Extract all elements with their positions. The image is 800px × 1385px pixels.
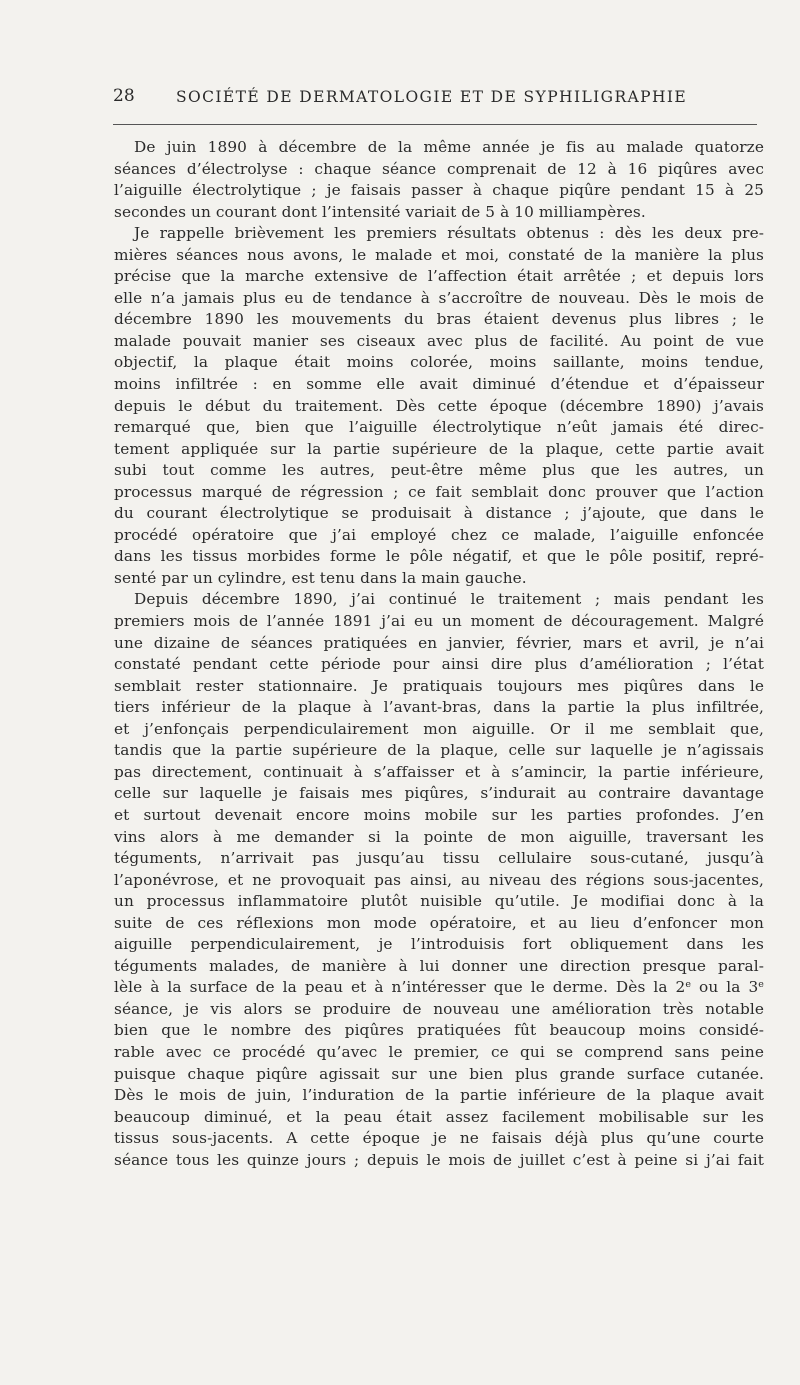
text-line: téguments, n’arrivait pas jusqu’au tissu cellulaire sous-cutané, jusqu’à — [114, 849, 764, 868]
text-line: semblait rester stationnaire. Je pratiquais toujours mes piqûres dans le — [114, 676, 764, 695]
text-line: moins infiltrée : en somme elle avait diminué d’étendue et d’épaisseur — [114, 375, 764, 394]
text-line: elle n’a jamais plus eu de tendance à s’accroître de nouveau. Dès le mois de — [114, 288, 764, 307]
text-line: précise que la marche extensive de l’affection était arrêtée ; et depuis lors — [114, 267, 764, 286]
paragraph — [114, 223, 764, 589]
text-line: du courant électrolytique se produisait à distance ; j’ajoute, que dans le — [114, 504, 764, 523]
page-header — [113, 86, 763, 110]
text-line: séance tous les quinze jours ; depuis le mois de juillet c’est à peine si j’ai fait — [114, 1150, 764, 1169]
text-line: l’aponévrose, et ne provoquait pas ainsi, au niveau des régions sous-jacentes, — [114, 870, 764, 889]
text-line: bien que le nombre des piqûres pratiquées fût beaucoup moins considé- — [114, 1021, 764, 1040]
text-line: senté par un cylindre, est tenu dans la main gauche. — [114, 568, 527, 587]
text-line: séances d’électrolyse : chaque séance comprenait de 12 à 16 piqûres avec — [114, 159, 764, 178]
text-line: tiers inférieur de la plaque à l’avant-bras, dans la partie la plus infiltrée, — [114, 698, 764, 717]
text-line: rable avec ce procédé qu’avec le premier, ce qui se comprend sans peine — [114, 1042, 764, 1061]
text-line: séance, je vis alors se produire de nouveau une amélioration très notable — [114, 999, 764, 1018]
paragraph — [114, 589, 764, 1171]
text-line: Dès le mois de juin, l’induration de la partie inférieure de la plaque avait — [114, 1086, 764, 1105]
text-line: malade pouvait manier ses ciseaux avec plus de facilité. Au point de vue — [114, 331, 764, 350]
text-line: pas directement, continuait à s’affaisser et à s’amincir, la partie inférieure, — [114, 762, 764, 781]
text-line: une dizaine de séances pratiquées en janvier, février, mars et avril, je n’ai — [114, 633, 764, 652]
paragraph — [114, 137, 764, 223]
text-line: dans les tissus morbides forme le pôle négatif, et que le pôle positif, repré- — [114, 547, 764, 566]
text-line: aiguille perpendiculairement, je l’introduisis fort obliquement dans les — [114, 935, 764, 954]
text-line: celle sur laquelle je faisais mes piqûres, s’indurait au contraire davantage — [114, 784, 764, 803]
text-line: téguments malades, de manière à lui donner une direction presque paral- — [114, 956, 764, 975]
text-line: objectif, la plaque était moins colorée, moins saillante, moins tendue, — [114, 353, 764, 372]
text-line: suite de ces réflexions mon mode opératoire, et au lieu d’enfoncer mon — [114, 913, 764, 932]
text-line: processus marqué de régression ; ce fait semblait donc prouver que l’action — [114, 482, 764, 501]
text-line: Depuis décembre 1890, j’ai continué le traitement ; mais pendant les — [134, 590, 764, 609]
text-line: tement appliquée sur la partie supérieure de la plaque, cette partie avait — [114, 439, 764, 458]
text-line: décembre 1890 les mouvements du bras étaient devenus plus libres ; le — [114, 310, 764, 329]
text-line: un processus inflammatoire plutôt nuisible qu’utile. Je modifiai donc à la — [114, 892, 764, 911]
text-line: constaté pendant cette période pour ainsi dire plus d’amélioration ; l’état — [114, 655, 764, 674]
text-line: tandis que la partie supérieure de la plaque, celle sur laquelle je n’agissais — [114, 741, 764, 760]
text-line: lèle à la surface de la peau et à n’intéresser que le derme. Dès la 2e ou la 3e — [114, 978, 764, 997]
text-line: depuis le début du traitement. Dès cette époque (décembre 1890) j’avais — [114, 396, 764, 415]
text-line: et surtout devenait encore moins mobile sur les parties profondes. J’en — [114, 805, 764, 824]
text-line: Je rappelle brièvement les premiers résultats obtenus : dès les deux pre- — [134, 224, 764, 243]
text-line: premiers mois de l’année 1891 j’ai eu un moment de découragement. Malgré — [114, 612, 764, 631]
text-line: puisque chaque piqûre agissait sur une bien plus grande surface cutanée. — [114, 1064, 764, 1083]
page-number: 28 — [113, 86, 135, 106]
text-line: vins alors à me demander si la pointe de mon aiguille, traversant les — [114, 827, 764, 846]
header-rule — [113, 124, 757, 125]
text-line: De juin 1890 à décembre de la même année je fis au malade quatorze — [134, 138, 764, 156]
body-text — [114, 137, 764, 1171]
text-line: subi tout comme les autres, peut-être même plus que les autres, un — [114, 461, 764, 480]
text-line: l’aiguille électrolytique ; je faisais passer à chaque piqûre pendant 15 à 25 — [114, 181, 764, 200]
text-line: secondes un courant dont l’intensité variait de 5 à 10 milliampères. — [114, 202, 646, 221]
text-line: et j’enfonçais perpendiculairement mon aiguille. Or il me semblait que, — [114, 719, 764, 738]
text-line: procédé opératoire que j’ai employé chez ce malade, l’aiguille enfoncée — [114, 525, 764, 544]
text-line: remarqué que, bien que l’aiguille électrolytique n’eût jamais été direc- — [114, 418, 764, 437]
text-line: tissus sous-jacents. A cette époque je ne faisais déjà plus qu’une courte — [114, 1129, 764, 1148]
text-line: beaucoup diminué, et la peau était assez facilement mobilisable sur les — [114, 1107, 764, 1126]
running-head: SOCIÉTÉ DE DERMATOLOGIE ET DE SYPHILIGRAPHIE — [176, 88, 688, 106]
text-line: mières séances nous avons, le malade et moi, constaté de la manière la plus — [114, 245, 764, 264]
